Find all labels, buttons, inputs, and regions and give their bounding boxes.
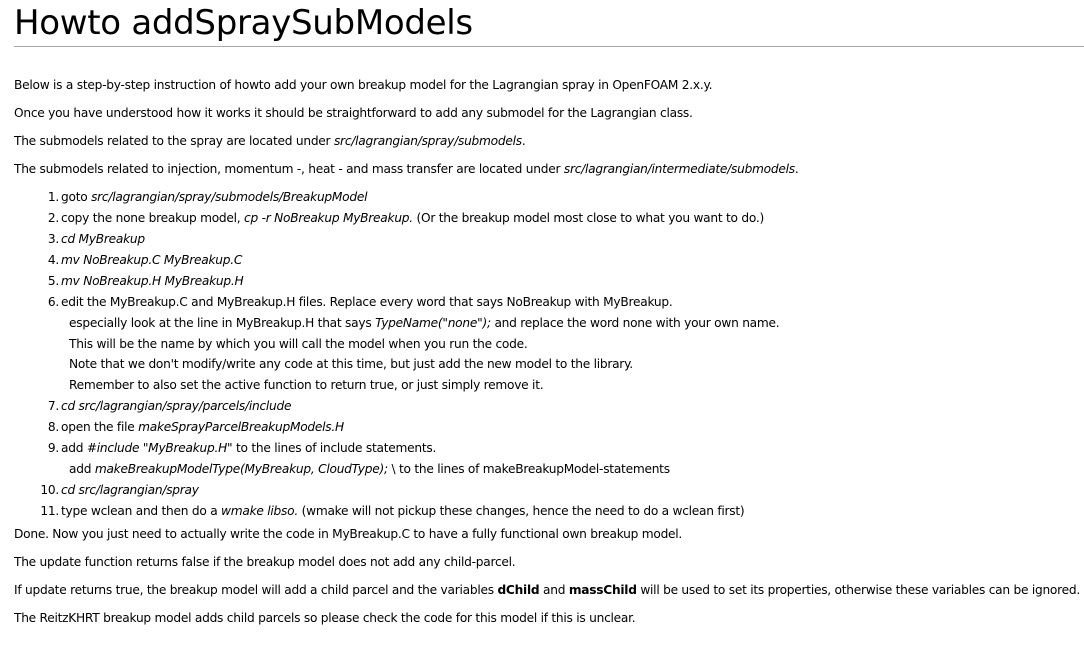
- outro-reitz-paragraph: The ReitzKHRT breakup model adds child parcels so please check the code for this model if this is unclear.: [14, 611, 636, 626]
- outro-update-true-paragraph: If update returns true, the breakup model will add a child parcel and the variables dChild and massChild will be used to set its properties, otherwise these variables can be ignored.: [14, 583, 1080, 598]
- list-item-step-9: 9. add #include "MyBreakup.H" to the lines of include statements. add makeBreakupModelType(MyBreakup, CloudType); \ to the lines of makeBreakupModel-statements: [28, 439, 1082, 478]
- steps-list: [28, 188, 1082, 520]
- list-item-step-6: 6. edit the MyBreakup.C and MyBreakup.H files. Replace every word that says NoBreakup with MyBreakup. especially look at the line in MyBreakup.H that says TypeName("none"); and replace the word none with your own name. This will be the name by which you will call the model when you run the code. Note that we don't modify/write any code at this time, but just add the new model to the library. Remember to also set the active function to return true, or just simply remove it.: [28, 293, 1082, 394]
- dchild-variable: dChild: [497, 583, 540, 598]
- list-item-step-8: 8. open the file makeSprayParcelBreakupModels.H: [47, 420, 344, 435]
- step-6-note-3: Note that we don't modify/write any code at this time, but just add the new model to the library.: [69, 357, 633, 372]
- typename-code: TypeName("none");: [375, 316, 491, 330]
- make-breakup-model-code: makeBreakupModelType(MyBreakup, CloudType);: [94, 462, 388, 477]
- list-item-step-5: 5. mv NoBreakup.H MyBreakup.H: [47, 274, 244, 288]
- step-9-notes: [61, 460, 1082, 478]
- step-6-note-1: especially look at the line in MyBreakup.H that says TypeName("none"); and replace the word none with your own name.: [69, 316, 780, 330]
- intermediate-submodels-path: src/lagrangian/intermediate/submodels: [563, 162, 795, 176]
- outro-done-paragraph: Done. Now you just need to actually write the code in MyBreakup.C to have a fully functional own breakup model.: [14, 527, 683, 542]
- spray-submodels-path: src/lagrangian/spray/submodels: [333, 134, 522, 148]
- list-item-step-7: 7. cd src/lagrangian/spray/parcels/include: [47, 399, 292, 414]
- list-item-step-10: 10. cd src/lagrangian/spray: [40, 483, 199, 498]
- page-title: Howto addSpraySubModels: [14, 3, 473, 43]
- step-6-note-2: This will be the name by which you will call the model when you run the code.: [69, 336, 528, 351]
- intro-paragraph-3: The submodels related to the spray are located under src/lagrangian/spray/submodels.: [14, 134, 526, 148]
- outro-update-false-paragraph: The update function returns false if the breakup model does not add any child-parcel.: [14, 555, 516, 570]
- step-6-note-4: Remember to also set the active function to return true, or just simply remove it.: [69, 378, 544, 393]
- title-divider: [14, 46, 1084, 47]
- article-body: [14, 76, 1082, 637]
- list-item-step-3: 3. cd MyBreakup: [47, 232, 145, 246]
- list-item-step-4: 4. mv NoBreakup.C MyBreakup.C: [47, 253, 243, 267]
- list-item-step-1: 1. goto src/lagrangian/spray/submodels/BreakupModel: [47, 190, 368, 204]
- masschild-variable: massChild: [568, 583, 637, 598]
- list-item-step-2: 2. copy the none breakup model, cp -r NoBreakup MyBreakup. (Or the breakup model most close to what you want to do.): [47, 211, 764, 225]
- intro-paragraph-2: Once you have understood how it works it should be straightforward to add any submodel for the Lagrangian class.: [14, 106, 693, 120]
- list-item-step-11: 11. type wclean and then do a wmake libso. (wmake will not pickup these changes, hence the need to do a wclean first): [40, 504, 745, 519]
- step-9-note-1: add makeBreakupModelType(MyBreakup, CloudType); \ to the lines of makeBreakupModel-statements: [69, 462, 670, 477]
- intro-paragraph-1: Below is a step-by-step instruction of howto add your own breakup model for the Lagrangian spray in OpenFOAM 2.x.y.: [14, 78, 713, 92]
- intro-paragraph-4: The submodels related to injection, momentum -, heat - and mass transfer are located under src/lagrangian/intermediate/submodels.: [14, 162, 799, 176]
- outro: [14, 525, 1082, 627]
- step-6-notes: [61, 314, 1082, 394]
